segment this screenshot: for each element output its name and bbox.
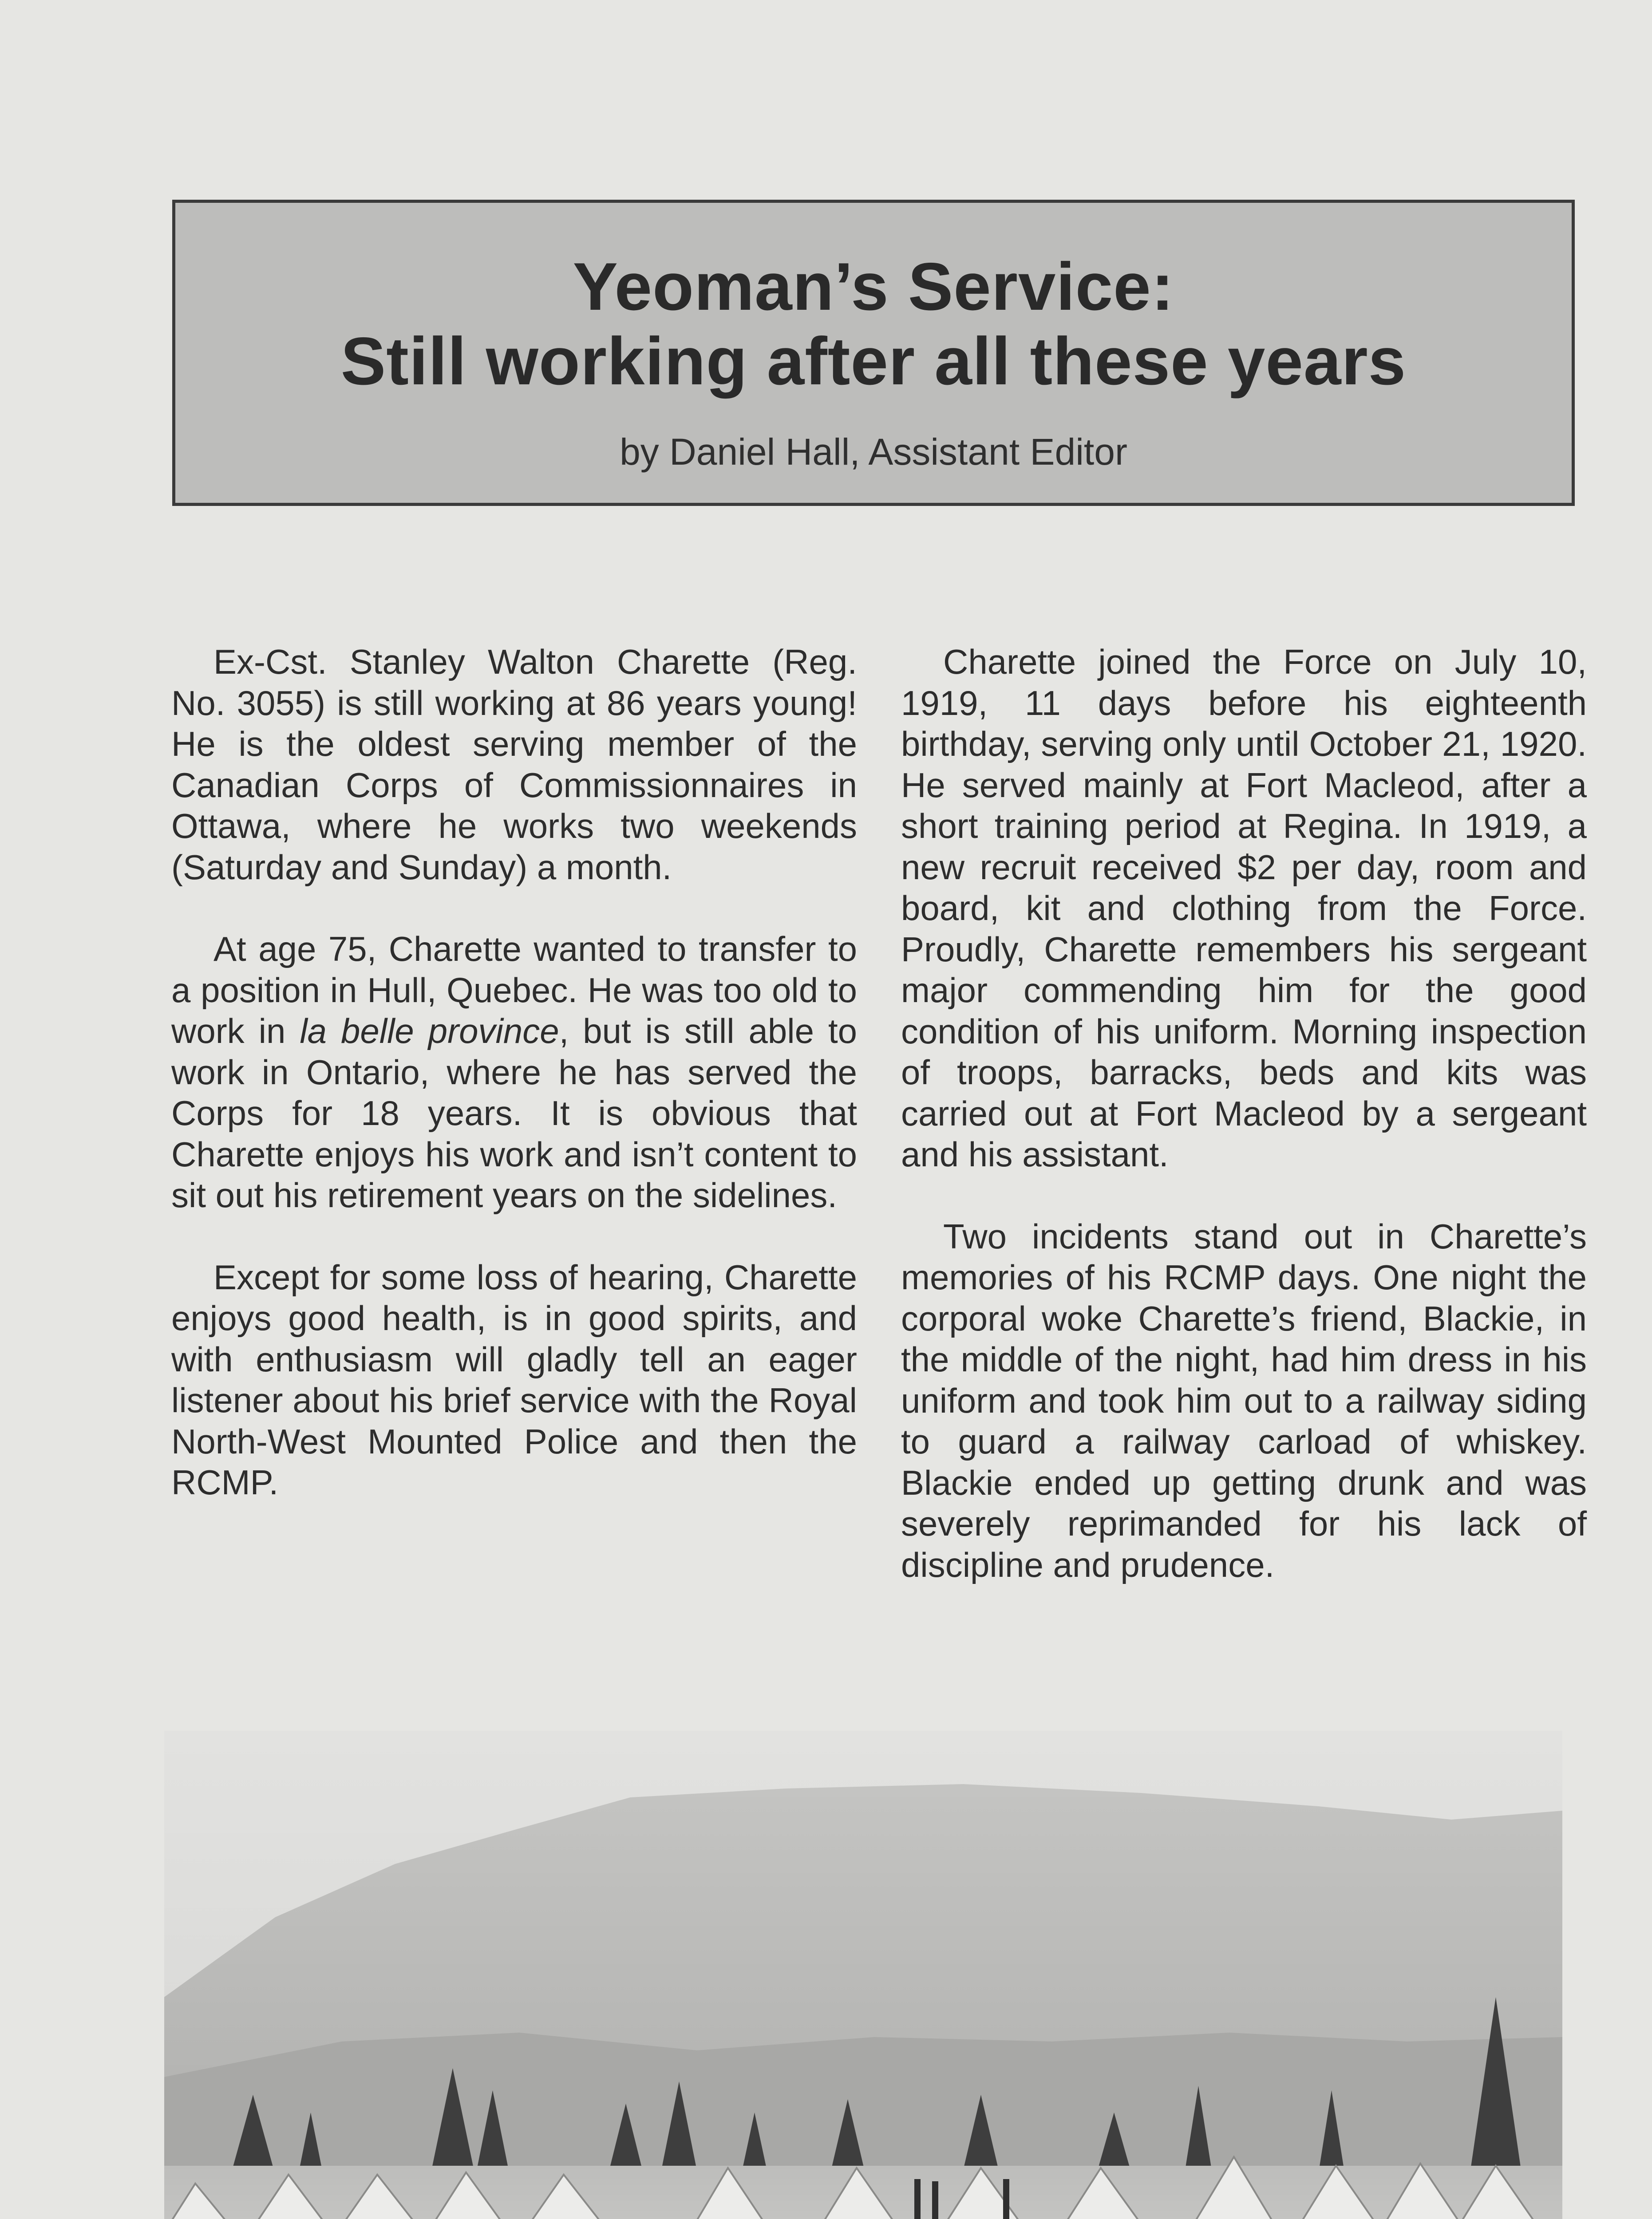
left-paragraph-2 bbox=[171, 928, 857, 1216]
left-paragraph-3: Except for some loss of hearing, Charette enjoys good health, is in good spirits, and with enthusiasm will gladly tell an eager listener about his brief service with the Royal North-West Mounted Police and then the RCMP. bbox=[171, 1257, 857, 1502]
article-title-line-1: Yeoman’s Service: bbox=[573, 249, 1174, 324]
left-paragraph-2-italic: la belle province bbox=[300, 1011, 559, 1050]
right-paragraph-1: Charette joined the Force on July 10, 1919, 11 days before his eighteenth birthday, serving only until October 21, 1920. He served mainly at Fort Macleod, after a short training period at Regina. In 1919, a new recruit received $2 per day, room and board, kit and clothing from the Force. Proudly, Charette remembers his sergeant major commending him for the good condition of his uniform. Morning inspection of troops, barracks, beds and kits was carried out at Fort Macleod by a sergeant and his assistant. bbox=[901, 642, 1587, 1174]
article-byline: by Daniel Hall, Assistant Editor bbox=[620, 431, 1127, 473]
article-title-line-2: Still working after all these years bbox=[340, 324, 1407, 399]
right-column bbox=[901, 641, 1587, 1585]
right-paragraph-2: Two incidents stand out in Charette’s memories of his RCMP days. One night the corporal woke Charette’s friend, Blackie, in the middle of the night, had him dress in his uniform and took him out to a railway siding to guard a railway carload of whiskey. Blackie ended up getting drunk and was severely reprimanded for his lack of discipline and prudence. bbox=[901, 1216, 1587, 1584]
left-column bbox=[171, 641, 857, 1503]
left-paragraph-1: Ex-Cst. Stanley Walton Charette (Reg. No. 3055) is still working at 86 years young! He is the oldest serving member of the Canadian Corps of Commissionnaires in Ottawa, where he works two weekends (Saturday and Sunday) a month. bbox=[171, 642, 857, 887]
title-box bbox=[172, 200, 1575, 506]
left-paragraph-2-text-b: , but is still able to work in Ontario, where he has served the Corps for 18 years. It is obvious that Charette enjoys his work and isn’t content to sit out his retirement years on the sidelines. bbox=[171, 1011, 858, 1215]
left-paragraph-2-text-a: At age 75, Charette wanted to transfer to a position in Hull, Quebec. He was too old to work in bbox=[171, 929, 857, 1050]
encampment-photo bbox=[164, 1731, 1562, 2219]
